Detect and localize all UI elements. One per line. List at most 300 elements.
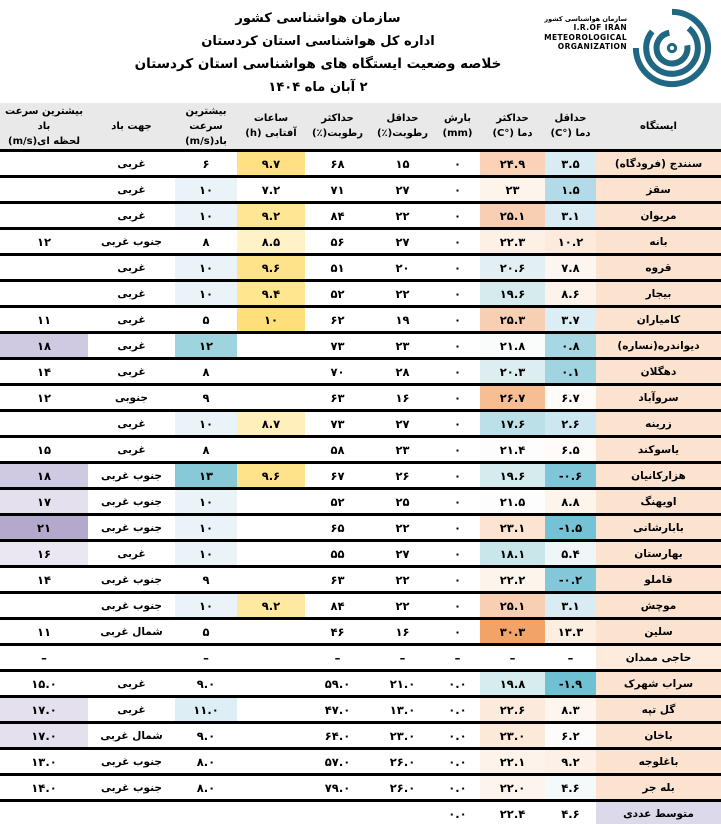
- max-wind-speed: ۱۳: [175, 463, 237, 489]
- station-name: سلین: [596, 619, 721, 645]
- max-temp: –: [480, 645, 545, 671]
- max-temp: ۲۱.۴: [480, 437, 545, 463]
- max-temp: ۲۲.۴: [480, 801, 545, 824]
- max-wind-speed: ۸.۰: [175, 749, 237, 775]
- max-temp: ۲۱.۵: [480, 489, 545, 515]
- station-name: دیواندره(نساره): [596, 333, 721, 359]
- min-temp: ۰.۱: [545, 359, 596, 385]
- max-wind-speed: ۹.۰: [175, 671, 237, 697]
- station-name: هزارکانیان: [596, 463, 721, 489]
- table-row: [0, 151, 721, 177]
- max-wind-speed: ۱۰: [175, 541, 237, 567]
- min-humidity: ۲۶.۰: [370, 775, 435, 801]
- max-humidity: [305, 801, 370, 824]
- max-gust-speed: ۱۴: [0, 567, 88, 593]
- min-temp: ۳.۵: [545, 151, 596, 177]
- max-wind-speed: ۸: [175, 229, 237, 255]
- precipitation: ۰: [435, 151, 480, 177]
- min-humidity: ۲۸: [370, 359, 435, 385]
- wind-direction: جنوب غربی: [88, 567, 175, 593]
- wind-direction: جنوب غربی: [88, 775, 175, 801]
- table-row: [0, 723, 721, 749]
- min-humidity: ۱۳.۰: [370, 697, 435, 723]
- max-humidity: ۵۱: [305, 255, 370, 281]
- sunshine-hours: [237, 515, 305, 541]
- min-humidity: ۲۷: [370, 411, 435, 437]
- precipitation: ۰: [435, 515, 480, 541]
- sunshine-hours: [237, 567, 305, 593]
- max-gust-speed: ۱۷.۰: [0, 697, 88, 723]
- max-humidity: ۷۹.۰: [305, 775, 370, 801]
- max-wind-speed: ۹: [175, 567, 237, 593]
- org-logo-text: [544, 15, 627, 51]
- max-gust-speed: ۱۴: [0, 359, 88, 385]
- sunshine-hours: ۹.۲: [237, 203, 305, 229]
- station-name: قاملو: [596, 567, 721, 593]
- max-temp: ۱۸.۱: [480, 541, 545, 567]
- min-humidity: –: [370, 645, 435, 671]
- max-humidity: ۸۴: [305, 203, 370, 229]
- org-title: سازمان هواشناسی کشور: [235, 11, 401, 26]
- max-humidity: ۷۱: [305, 177, 370, 203]
- max-wind-speed: ۱۰: [175, 203, 237, 229]
- table-row: [0, 281, 721, 307]
- max-gust-speed: ۱۳.۰: [0, 749, 88, 775]
- max-gust-speed: ۲۱: [0, 515, 88, 541]
- sunshine-hours: ۹.۲: [237, 593, 305, 619]
- sunshine-hours: [237, 489, 305, 515]
- station-name: قروه: [596, 255, 721, 281]
- report-header: [0, 0, 721, 103]
- max-humidity: ۸۴: [305, 593, 370, 619]
- max-gust-speed: ۱۴.۰: [0, 775, 88, 801]
- sunshine-hours: [237, 801, 305, 824]
- wind-direction: [88, 645, 175, 671]
- table-row: [0, 489, 721, 515]
- min-temp: ۳.۱: [545, 203, 596, 229]
- table-row: [0, 619, 721, 645]
- max-gust-speed: ۱۱: [0, 307, 88, 333]
- min-temp: –: [545, 645, 596, 671]
- col-header-min-humidity: حداقل رطوبت(٪): [370, 103, 435, 151]
- col-header-min-temp: حداقل دما (°C): [545, 103, 596, 151]
- table-row: [0, 645, 721, 671]
- max-temp: ۱۹.۶: [480, 281, 545, 307]
- max-gust-speed: ۱۷: [0, 489, 88, 515]
- max-temp: ۲۲.۲: [480, 567, 545, 593]
- precipitation: ۰: [435, 359, 480, 385]
- station-name: موچش: [596, 593, 721, 619]
- table-row: [0, 255, 721, 281]
- min-temp: ۶.۲: [545, 723, 596, 749]
- station-name: سقز: [596, 177, 721, 203]
- station-name: سروآباد: [596, 385, 721, 411]
- spiral-cyclone-icon: [629, 5, 715, 91]
- max-humidity: ۶۸: [305, 151, 370, 177]
- wind-direction: جنوب غربی: [88, 593, 175, 619]
- min-temp: ۶.۷: [545, 385, 596, 411]
- max-gust-speed: ۱۲: [0, 229, 88, 255]
- max-wind-speed: ۸: [175, 437, 237, 463]
- min-temp: ۳.۷: [545, 307, 596, 333]
- wind-direction: غربی: [88, 203, 175, 229]
- max-gust-speed: [0, 411, 88, 437]
- precipitation: ۰: [435, 541, 480, 567]
- min-humidity: ۲۷: [370, 229, 435, 255]
- max-gust-speed: [0, 255, 88, 281]
- org-logo-text-fa: سازمان هواشناسی کشور: [544, 15, 627, 23]
- wind-direction: غربی: [88, 151, 175, 177]
- max-temp: ۲۲.۰: [480, 775, 545, 801]
- max-gust-speed: [0, 801, 88, 824]
- precipitation: –: [435, 645, 480, 671]
- station-name: اویهنگ: [596, 489, 721, 515]
- report-title: خلاصه وضعیت ایستگاه های هواشناسی استان کردستان: [134, 56, 502, 72]
- precipitation: ۰: [435, 255, 480, 281]
- table-row: [0, 593, 721, 619]
- report-titles: [0, 0, 516, 103]
- table-row: [0, 359, 721, 385]
- office-title: اداره کل هواشناسی استان کردستان: [201, 34, 435, 49]
- precipitation: ۰.۰: [435, 671, 480, 697]
- max-wind-speed: ۱۱.۰: [175, 697, 237, 723]
- precipitation: ۰.۰: [435, 801, 480, 824]
- min-humidity: ۲۵: [370, 489, 435, 515]
- sunshine-hours: [237, 385, 305, 411]
- max-humidity: ۶۷: [305, 463, 370, 489]
- wind-direction: غربی: [88, 281, 175, 307]
- table-row: [0, 411, 721, 437]
- station-name: سراب شهرک: [596, 671, 721, 697]
- max-wind-speed: ۱۲: [175, 333, 237, 359]
- table-row: [0, 697, 721, 723]
- max-temp: ۲۱.۸: [480, 333, 545, 359]
- max-wind-speed: ۱۰: [175, 281, 237, 307]
- col-header-max-temp: حداکثر دما (°C): [480, 103, 545, 151]
- min-temp: ۰.۸: [545, 333, 596, 359]
- max-wind-speed: ۱۰: [175, 177, 237, 203]
- wind-direction: غربی: [88, 411, 175, 437]
- station-name: متوسط عددی: [596, 801, 721, 824]
- max-humidity: ۶۵: [305, 515, 370, 541]
- max-temp: ۲۵.۱: [480, 593, 545, 619]
- precipitation: ۰: [435, 203, 480, 229]
- wind-direction: غربی: [88, 697, 175, 723]
- min-temp: ۴.۶: [545, 775, 596, 801]
- min-temp: -۱.۵: [545, 515, 596, 541]
- max-gust-speed: [0, 203, 88, 229]
- max-temp: ۲۶.۷: [480, 385, 545, 411]
- col-header-wind-direction: جهت باد: [88, 103, 175, 151]
- station-name: بابارشانی: [596, 515, 721, 541]
- min-temp: ۱۰.۲: [545, 229, 596, 255]
- max-wind-speed: ۹.۰: [175, 723, 237, 749]
- wind-direction: جنوب غربی: [88, 229, 175, 255]
- station-name: بله جر: [596, 775, 721, 801]
- max-temp: ۳۰.۳: [480, 619, 545, 645]
- min-humidity: ۱۶: [370, 619, 435, 645]
- min-humidity: ۲۰: [370, 255, 435, 281]
- station-name: سنندج (فرودگاه): [596, 151, 721, 177]
- max-wind-speed: ۵: [175, 307, 237, 333]
- max-gust-speed: [0, 177, 88, 203]
- table-row: [0, 203, 721, 229]
- max-wind-speed: ۱۰: [175, 411, 237, 437]
- sunshine-hours: [237, 541, 305, 567]
- max-gust-speed: ۱۸: [0, 463, 88, 489]
- max-humidity: ۵۹.۰: [305, 671, 370, 697]
- table-row: [0, 333, 721, 359]
- table-row: [0, 229, 721, 255]
- max-gust-speed: [0, 281, 88, 307]
- col-header-precipitation: بارش (mm): [435, 103, 480, 151]
- max-humidity: ۵۸: [305, 437, 370, 463]
- precipitation: ۰: [435, 567, 480, 593]
- precipitation: ۰: [435, 177, 480, 203]
- sunshine-hours: [237, 645, 305, 671]
- max-humidity: ۷۳: [305, 411, 370, 437]
- min-temp: ۸.۶: [545, 281, 596, 307]
- wind-direction: غربی: [88, 437, 175, 463]
- station-name: باخان: [596, 723, 721, 749]
- min-temp: ۸.۸: [545, 489, 596, 515]
- min-humidity: ۲۲: [370, 593, 435, 619]
- wind-direction: غربی: [88, 307, 175, 333]
- col-header-max-humidity: حداکثر رطوبت(٪): [305, 103, 370, 151]
- min-temp: -۱.۹: [545, 671, 596, 697]
- max-wind-speed: ۶: [175, 151, 237, 177]
- col-header-sunshine-hours: ساعات آفتابی (h): [237, 103, 305, 151]
- max-wind-speed: ۱۰: [175, 255, 237, 281]
- min-temp: ۴.۶: [545, 801, 596, 824]
- max-gust-speed: ۱۶: [0, 541, 88, 567]
- min-temp: ۶.۵: [545, 437, 596, 463]
- station-name: دهگلان: [596, 359, 721, 385]
- min-humidity: ۲۲: [370, 281, 435, 307]
- table-row: [0, 671, 721, 697]
- station-name: حاجی ممدان: [596, 645, 721, 671]
- max-gust-speed: ۱۲: [0, 385, 88, 411]
- wind-direction: غربی: [88, 359, 175, 385]
- min-temp: ۵.۴: [545, 541, 596, 567]
- station-name: بیجار: [596, 281, 721, 307]
- max-temp: ۲۳.۱: [480, 515, 545, 541]
- wind-direction: شمال غربی: [88, 619, 175, 645]
- precipitation: ۰: [435, 619, 480, 645]
- sunshine-hours: ۹.۶: [237, 463, 305, 489]
- org-logo-text-en2: METEOROLOGICAL: [544, 32, 627, 42]
- sunshine-hours: ۹.۶: [237, 255, 305, 281]
- min-temp: ۸.۳: [545, 697, 596, 723]
- max-wind-speed: ۹: [175, 385, 237, 411]
- report-date: ۲ آبان ماه ۱۴۰۴: [268, 80, 368, 95]
- min-temp: ۱.۵: [545, 177, 596, 203]
- max-temp: ۲۵.۳: [480, 307, 545, 333]
- max-temp: ۲۲.۶: [480, 697, 545, 723]
- max-wind-speed: –: [175, 645, 237, 671]
- max-wind-speed: ۸.۰: [175, 775, 237, 801]
- min-humidity: ۲۷: [370, 541, 435, 567]
- min-humidity: ۱۶: [370, 385, 435, 411]
- sunshine-hours: ۸.۵: [237, 229, 305, 255]
- precipitation: ۰: [435, 437, 480, 463]
- max-humidity: ۶۳: [305, 385, 370, 411]
- col-header-station: ایستگاه: [596, 103, 721, 151]
- sunshine-hours: [237, 359, 305, 385]
- max-wind-speed: ۸: [175, 359, 237, 385]
- station-name: گل تپه: [596, 697, 721, 723]
- table-row: [0, 463, 721, 489]
- sunshine-hours: [237, 671, 305, 697]
- min-humidity: ۱۹: [370, 307, 435, 333]
- min-humidity: ۲۲: [370, 567, 435, 593]
- max-humidity: ۵۲: [305, 489, 370, 515]
- sunshine-hours: [237, 775, 305, 801]
- max-humidity: ۴۷.۰: [305, 697, 370, 723]
- max-temp: ۲۲.۱: [480, 749, 545, 775]
- precipitation: ۰.۰: [435, 749, 480, 775]
- max-temp: ۲۲.۳: [480, 229, 545, 255]
- max-temp: ۱۹.۸: [480, 671, 545, 697]
- max-gust-speed: –: [0, 645, 88, 671]
- table-row: [0, 177, 721, 203]
- min-temp: ۲.۶: [545, 411, 596, 437]
- min-humidity: ۲۶: [370, 463, 435, 489]
- min-temp: ۷.۸: [545, 255, 596, 281]
- table-row: [0, 775, 721, 801]
- min-humidity: [370, 801, 435, 824]
- precipitation: ۰.۰: [435, 697, 480, 723]
- precipitation: ۰: [435, 489, 480, 515]
- max-humidity: ۵۵: [305, 541, 370, 567]
- max-temp: ۲۰.۶: [480, 255, 545, 281]
- max-wind-speed: [175, 801, 237, 824]
- min-humidity: ۲۳: [370, 333, 435, 359]
- table-row: [0, 385, 721, 411]
- sunshine-hours: [237, 619, 305, 645]
- table-row: [0, 541, 721, 567]
- max-humidity: ۷۰: [305, 359, 370, 385]
- max-gust-speed: [0, 593, 88, 619]
- precipitation: ۰: [435, 411, 480, 437]
- precipitation: ۰: [435, 463, 480, 489]
- wind-direction: [88, 801, 175, 824]
- wind-direction: غربی: [88, 333, 175, 359]
- table-body: [0, 151, 721, 824]
- precipitation: ۰.۰: [435, 775, 480, 801]
- min-humidity: ۲۷: [370, 177, 435, 203]
- sunshine-hours: [237, 697, 305, 723]
- wind-direction: غربی: [88, 541, 175, 567]
- min-humidity: ۲۳.۰: [370, 723, 435, 749]
- max-humidity: ۶۳: [305, 567, 370, 593]
- station-name: زرینه: [596, 411, 721, 437]
- sunshine-hours: ۹.۷: [237, 151, 305, 177]
- min-temp: ۳.۱: [545, 593, 596, 619]
- sunshine-hours: ۱۰: [237, 307, 305, 333]
- precipitation: ۰: [435, 333, 480, 359]
- table-row: [0, 515, 721, 541]
- max-wind-speed: ۱۰: [175, 515, 237, 541]
- sunshine-hours: ۸.۷: [237, 411, 305, 437]
- wind-direction: جنوبی: [88, 385, 175, 411]
- precipitation: ۰: [435, 281, 480, 307]
- min-temp: ۱۳.۳: [545, 619, 596, 645]
- max-humidity: ۴۶: [305, 619, 370, 645]
- precipitation: ۰: [435, 385, 480, 411]
- org-logo-text-en3: ORGANIZATION: [557, 41, 627, 51]
- sunshine-hours: [237, 749, 305, 775]
- max-gust-speed: ۱۷.۰: [0, 723, 88, 749]
- table-row: [0, 567, 721, 593]
- sunshine-hours: ۷.۲: [237, 177, 305, 203]
- station-name: بانه: [596, 229, 721, 255]
- sunshine-hours: [237, 333, 305, 359]
- min-temp: -۰.۲: [545, 567, 596, 593]
- sunshine-hours: [237, 723, 305, 749]
- wind-direction: جنوب غربی: [88, 749, 175, 775]
- min-humidity: ۲۶.۰: [370, 749, 435, 775]
- wind-direction: غربی: [88, 255, 175, 281]
- max-temp: ۲۳.۰: [480, 723, 545, 749]
- wind-direction: جنوب غربی: [88, 489, 175, 515]
- wind-direction: شمال غربی: [88, 723, 175, 749]
- org-logo-text-en1: I.R.OF IRAN: [573, 23, 627, 33]
- max-humidity: ۷۳: [305, 333, 370, 359]
- precipitation: ۰: [435, 593, 480, 619]
- stations-table: [0, 103, 721, 824]
- max-humidity: ۵۲: [305, 281, 370, 307]
- table-header-row: [0, 103, 721, 151]
- max-gust-speed: ۱۵: [0, 437, 88, 463]
- col-header-max-wind-speed: بیشترین سرعت باد(m/s): [175, 103, 237, 151]
- max-temp: ۱۷.۶: [480, 411, 545, 437]
- max-temp: ۲۳: [480, 177, 545, 203]
- max-wind-speed: ۱۰: [175, 593, 237, 619]
- wind-direction: جنوب غربی: [88, 515, 175, 541]
- min-humidity: ۲۳: [370, 437, 435, 463]
- max-humidity: ۵۷.۰: [305, 749, 370, 775]
- max-humidity: ۵۶: [305, 229, 370, 255]
- max-humidity: ۶۴.۰: [305, 723, 370, 749]
- table-row: [0, 307, 721, 333]
- min-humidity: ۲۱.۰: [370, 671, 435, 697]
- precipitation: ۰.۰: [435, 723, 480, 749]
- table-row: [0, 749, 721, 775]
- max-gust-speed: ۱۵.۰: [0, 671, 88, 697]
- org-logo: [516, 0, 721, 103]
- station-name: مریوان: [596, 203, 721, 229]
- station-name: باغلوجه: [596, 749, 721, 775]
- max-temp: ۱۹.۶: [480, 463, 545, 489]
- wind-direction: جنوب غربی: [88, 463, 175, 489]
- min-humidity: ۲۲: [370, 203, 435, 229]
- wind-direction: غربی: [88, 671, 175, 697]
- station-name: کامیاران: [596, 307, 721, 333]
- station-name: یاسوکند: [596, 437, 721, 463]
- max-temp: ۲۵.۱: [480, 203, 545, 229]
- min-temp: ۹.۲: [545, 749, 596, 775]
- sunshine-hours: [237, 437, 305, 463]
- sunshine-hours: ۹.۴: [237, 281, 305, 307]
- max-wind-speed: ۵: [175, 619, 237, 645]
- max-gust-speed: [0, 151, 88, 177]
- precipitation: ۰: [435, 307, 480, 333]
- station-name: بهارستان: [596, 541, 721, 567]
- min-temp: -۰.۶: [545, 463, 596, 489]
- max-wind-speed: ۱۰: [175, 489, 237, 515]
- max-gust-speed: ۱۸: [0, 333, 88, 359]
